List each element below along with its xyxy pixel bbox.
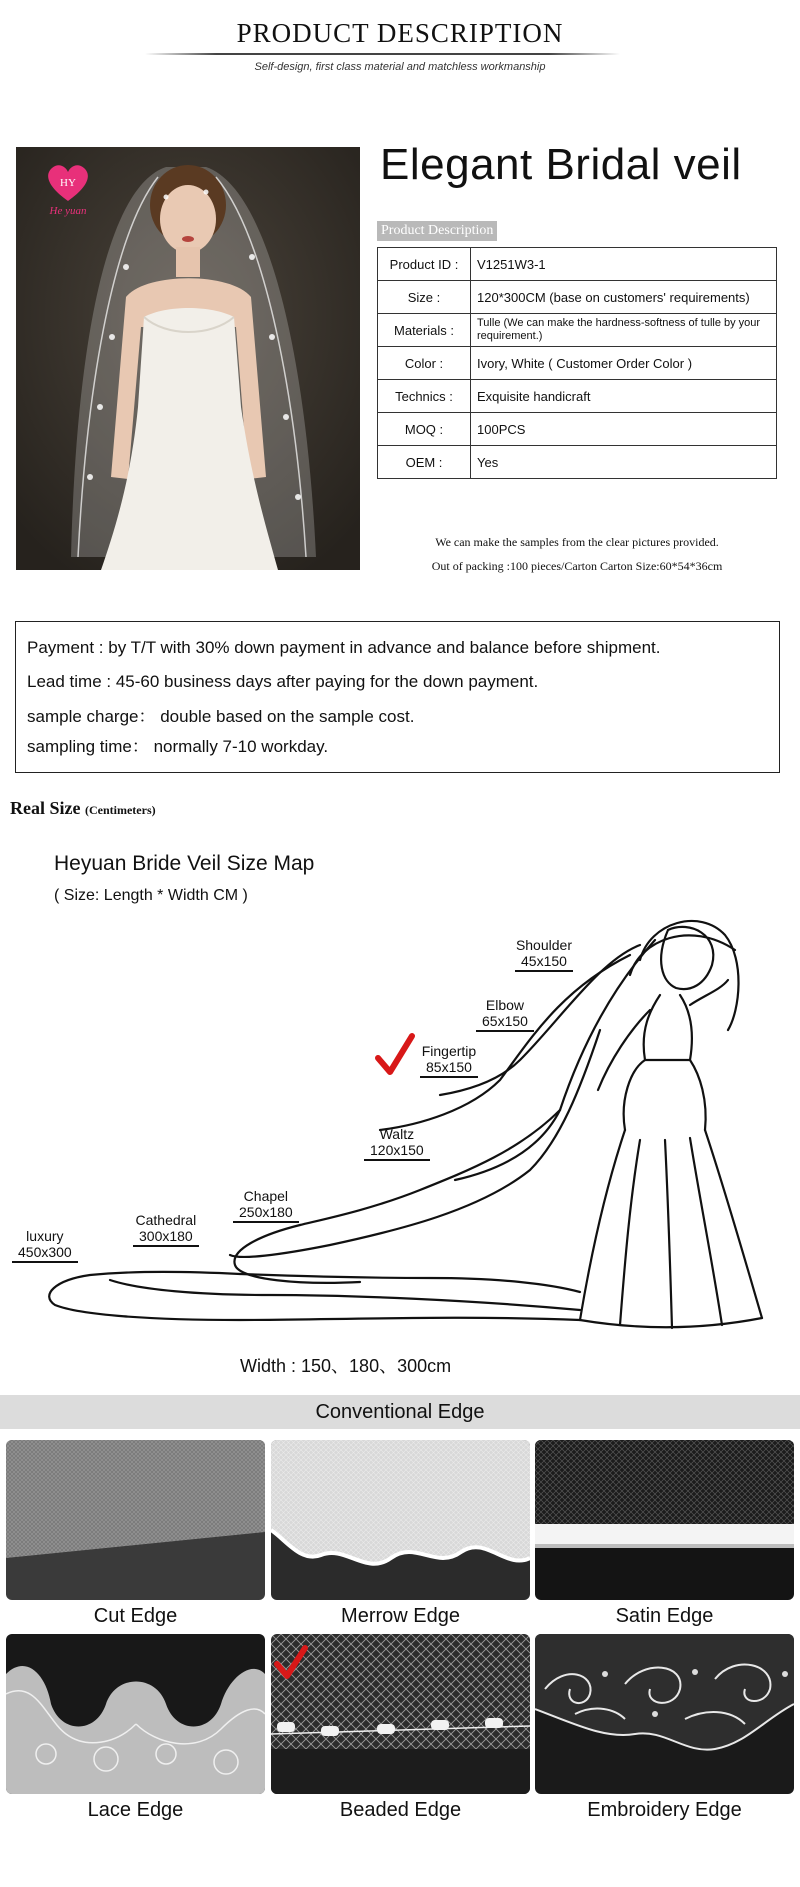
edge-tile-embroidery [535, 1634, 794, 1794]
beaded-edge-swatch [271, 1634, 530, 1794]
spec-table [377, 247, 777, 479]
size-elbow: Elbow 65x150 [476, 997, 534, 1032]
spec-key: Product ID : [378, 248, 471, 281]
real-size-title: Real Size [10, 798, 81, 818]
spec-value: Ivory, White ( Customer Order Color ) [471, 347, 777, 380]
size-luxury: luxury 450x300 [12, 1228, 78, 1263]
product-description-label: Product Description [377, 221, 497, 241]
svg-text:HY: HY [60, 177, 76, 189]
page-header-title: PRODUCT DESCRIPTION [236, 18, 564, 48]
header-subtitle: Self-design, first class material and matchless workmanship [254, 61, 546, 73]
edge-tile-satin [535, 1440, 794, 1600]
spec-value: Yes [471, 446, 777, 479]
spec-value: V1251W3-1 [471, 248, 777, 281]
payment-line: Payment : by T/T with 30% down payment in advance and balance before shipment. [27, 638, 661, 657]
logo-text: He yuan [49, 205, 87, 217]
real-size-heading [10, 798, 156, 819]
fingertip-check-icon [378, 1036, 412, 1072]
edge-label-embroidery: Embroidery Edge [587, 1799, 742, 1821]
edge-label-lace: Lace Edge [87, 1799, 184, 1821]
header-divider [145, 53, 620, 55]
cut-edge-swatch [6, 1440, 265, 1600]
edge-tile-lace [6, 1634, 265, 1794]
spec-value: Exquisite handicraft [471, 380, 777, 413]
lace-edge-swatch [6, 1634, 265, 1794]
spec-value: 120*300CM (base on customers' requirements) [471, 281, 777, 314]
spec-row [378, 314, 777, 347]
size-map-title: Heyuan Bride Veil Size Map [54, 852, 315, 875]
spec-key: OEM : [378, 446, 471, 479]
edge-tile-beaded [271, 1634, 530, 1794]
product-photo [16, 147, 360, 570]
satin-edge-swatch [535, 1440, 794, 1600]
spec-key: Technics : [378, 380, 471, 413]
edge-label-beaded: Beaded Edge [339, 1799, 462, 1821]
size-shoulder: Shoulder 45x150 [515, 937, 573, 972]
spec-row [378, 446, 777, 479]
product-title: Elegant Bridal veil [380, 140, 742, 189]
packing-note: Out of packing :100 pieces/Carton Carton Size:60*54*36cm [431, 559, 723, 573]
spec-row [378, 413, 777, 446]
spec-row [378, 248, 777, 281]
merrow-edge-swatch [271, 1440, 530, 1600]
product-notes [377, 530, 777, 578]
veil-length-diagram [0, 900, 800, 1340]
edge-tile-cut [6, 1440, 265, 1600]
lead-time-line: Lead time : 45-60 business days after paying for the down payment. [27, 672, 539, 691]
spec-key: MOQ : [378, 413, 471, 446]
sample-charge-line: sample charge： double based on the sample cost. [27, 707, 415, 726]
spec-value: 100PCS [471, 413, 777, 446]
spec-key: Color : [378, 347, 471, 380]
size-map-subtitle: ( Size: Length * Width CM ) [54, 887, 248, 904]
width-options: Width : 150、180、300cm [240, 1356, 452, 1376]
size-chapel: Chapel 250x180 [233, 1188, 299, 1223]
brand-logo [38, 163, 98, 217]
conventional-edge-bar: Conventional Edge [0, 1395, 800, 1429]
embroidery-edge-swatch [535, 1634, 794, 1794]
spec-key: Materials : [378, 314, 471, 347]
edge-label-satin: Satin Edge [615, 1605, 714, 1627]
size-waltz: Waltz 120x150 [364, 1126, 430, 1161]
heart-logo-icon [44, 163, 92, 203]
spec-row [378, 347, 777, 380]
size-cathedral: Cathedral 300x180 [133, 1212, 199, 1247]
sampling-time-line: sampling time： normally 7-10 workday. [27, 737, 329, 756]
edge-tile-merrow [271, 1440, 530, 1600]
edge-label-merrow: Merrow Edge [341, 1605, 460, 1627]
spec-value: Tulle (We can make the hardness-softness of tulle by your requirement.) [471, 314, 777, 347]
spec-row [378, 281, 777, 314]
sample-note: We can make the samples from the clear pictures provided. [435, 535, 719, 549]
size-fingertip: Fingertip 85x150 [420, 1043, 478, 1078]
spec-row [378, 380, 777, 413]
edge-label-cut: Cut Edge [93, 1605, 178, 1627]
real-size-unit: (Centimeters) [84, 803, 156, 817]
spec-key: Size : [378, 281, 471, 314]
